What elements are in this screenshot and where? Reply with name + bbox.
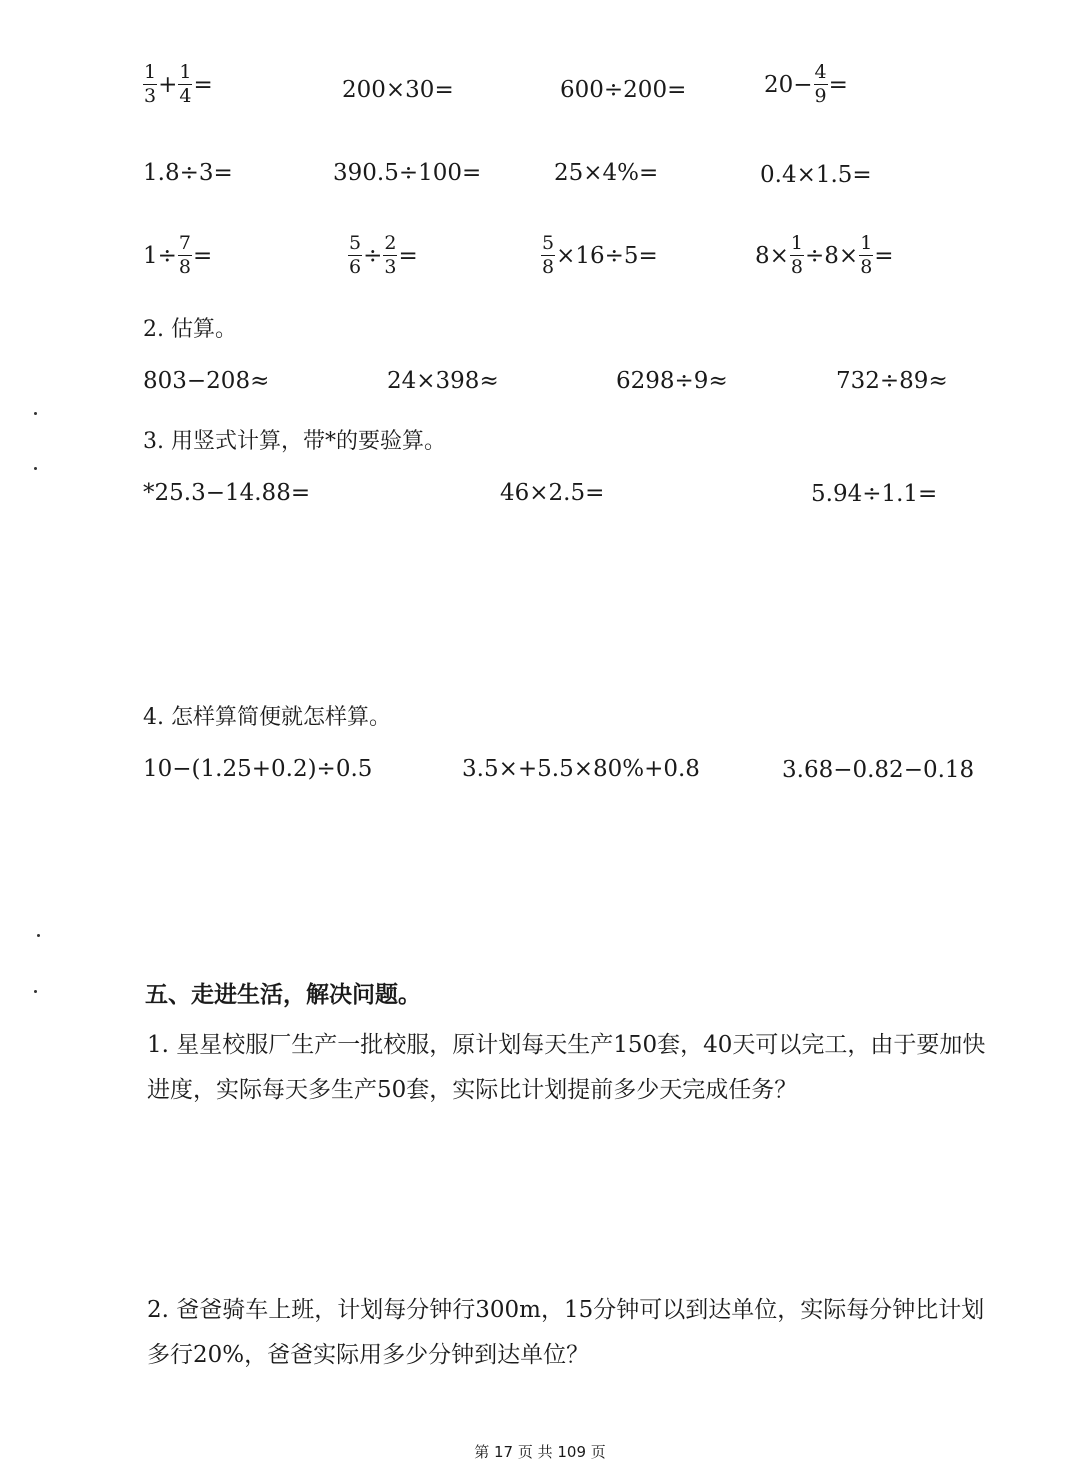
- simplify-1: 10−(1.25+0.2)÷0.5: [143, 756, 373, 782]
- vertical-calc-2: 46×2.5=: [500, 480, 605, 506]
- simplify-3: 3.68−0.82−0.18: [782, 757, 975, 783]
- calc-1-2: 200×30=: [342, 77, 454, 103]
- vertical-calc-1: *25.3−14.88=: [143, 480, 311, 506]
- calc-3-3: $\frac{5}{8}$ ×16÷5=: [542, 232, 658, 278]
- margin-dot: [37, 934, 40, 937]
- calc-2-1: 1.8÷3=: [143, 160, 233, 186]
- vertical-calc-3: 5.94÷1.1=: [811, 481, 938, 507]
- estimate-2: 24×398≈: [387, 368, 499, 394]
- calc-3-1: 1÷ $\frac{7}{8}$ =: [143, 232, 213, 278]
- simplify-2: 3.5×+5.5×80%+0.8: [462, 756, 700, 782]
- calc-1-3: 600÷200=: [560, 77, 687, 103]
- estimate-3: 6298÷9≈: [616, 368, 728, 394]
- word-problem-1: 1. 星星校服厂生产一批校服，原计划每天生产150套，40天可以完工，由于要加快进度，实际每天多生产50套，实际比计划提前多少天完成任务？: [147, 1032, 986, 1103]
- estimate-1: 803−208≈: [143, 368, 270, 394]
- page-number: 第 17 页 共 109 页: [474, 1443, 606, 1461]
- margin-dot: [34, 412, 37, 415]
- calc-2-2: 390.5÷100=: [333, 160, 482, 186]
- calc-3-2: $\frac{5}{6}$ ÷ $\frac{2}{3}$ =: [349, 232, 418, 278]
- calc-1-4: 20− $\frac{4}{9}$ =: [764, 61, 848, 107]
- word-problem-2: 2. 爸爸骑车上班，计划每分钟行300m，15分钟可以到达单位，实际每分钟比计划多行20%，爸爸实际用多少分钟到达单位？: [147, 1297, 985, 1368]
- calc-2-3: 25×4%=: [554, 160, 659, 186]
- margin-dot: [34, 467, 37, 470]
- estimate-heading: 2. 估算。: [143, 317, 237, 342]
- vertical-calc-heading: 3. 用竖式计算，带*的要验算。: [143, 429, 446, 454]
- calc-2-4: 0.4×1.5=: [760, 162, 872, 188]
- section5-title: 五、走进生活，解决问题。: [145, 982, 421, 1008]
- simplify-heading: 4. 怎样算简便就怎样算。: [143, 705, 391, 730]
- calc-1-1: $\frac{1}{3}$ + $\frac{1}{4}$ =: [144, 61, 213, 107]
- calc-3-4: 8× $\frac{1}{8}$ ÷8× $\frac{1}{8}$ =: [755, 232, 894, 278]
- margin-dot: [34, 990, 37, 993]
- estimate-4: 732÷89≈: [836, 368, 948, 394]
